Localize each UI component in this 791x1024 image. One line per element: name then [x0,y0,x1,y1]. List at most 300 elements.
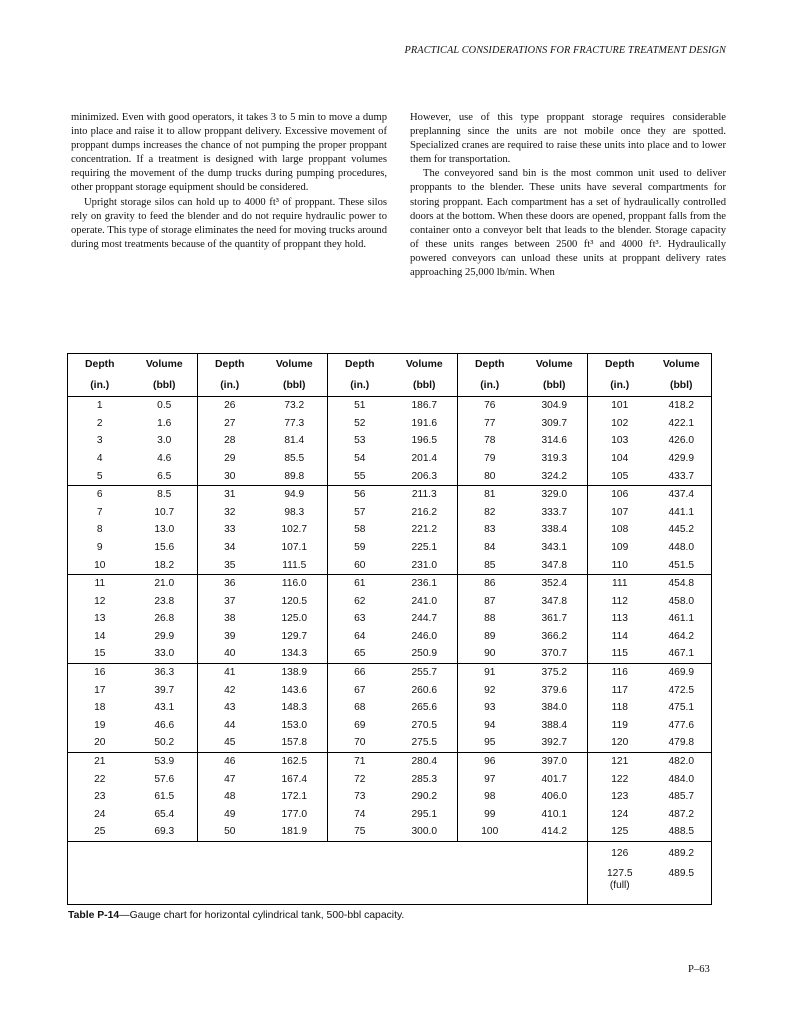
depth-cell: 81 [484,489,496,501]
depth-unit: (in.) [68,375,132,397]
depth-cell: 47 [224,773,236,785]
depth-cell: 90 [458,645,522,663]
volume-cell: 157.8 [262,734,328,752]
table-row [68,485,712,503]
depth-cell: 51 [354,400,366,412]
table-row [68,574,712,592]
depth-cell: 79 [484,453,496,465]
volume-header: Volume [392,354,458,376]
volume-cell: 236.1 [392,574,458,592]
table-row [68,681,712,699]
paragraph: However, use of this type proppant storage requires considerable preplanning since the units are not mobile once they are spotted. Specialized cranes are required to raise these units into place and to lower them for transportation. [410,112,726,166]
depth-cell: 40 [198,645,262,663]
volume-cell: 338.4 [522,521,588,539]
depth-header: Depth [215,359,245,370]
running-header: PRACTICAL CONSIDERATIONS FOR FRACTURE TREATMENT DESIGN [404,45,726,56]
volume-cell: 397.0 [522,752,588,770]
depth-cell: 114 [611,630,628,642]
depth-cell: 75 [328,823,392,841]
depth-cell: 60 [328,556,392,574]
depth-cell: 6 [96,489,103,501]
volume-cell: 206.3 [392,467,458,485]
depth-cell: 91 [484,667,496,679]
table-row [68,663,712,681]
depth-cell: 67 [354,684,366,696]
left-column [71,111,387,252]
volume-cell: 280.4 [392,752,458,770]
depth-cell: 59 [354,541,366,553]
table-row [68,432,712,450]
volume-cell: 89.8 [262,467,328,485]
depth-cell: 93 [484,702,496,714]
depth-cell: 98 [484,791,496,803]
volume-cell: 134.3 [262,645,328,663]
depth-cell: 35 [198,556,262,574]
volume-cell: 50.2 [132,734,198,752]
volume-header: Volume [522,354,588,376]
volume-cell: 314.6 [522,432,588,450]
volume-cell: 384.0 [522,699,588,717]
volume-cell: 467.1 [652,645,712,663]
volume-cell: 191.6 [392,415,458,433]
table-row [68,397,712,415]
volume-cell: 39.7 [132,681,198,699]
volume-cell: 324.2 [522,467,588,485]
volume-cell: 10.7 [132,504,198,522]
volume-cell: 482.0 [652,752,712,770]
volume-unit: (bbl) [132,375,198,397]
volume-cell: 23.8 [132,592,198,610]
depth-cell: 69 [354,719,366,731]
depth-cell: 18 [94,702,106,714]
volume-cell: 304.9 [522,397,588,415]
volume-cell: 489.5 [668,867,694,879]
depth-cell: 20 [68,734,132,752]
volume-cell: 0.5 [132,397,198,415]
depth-cell: 102 [611,417,629,429]
volume-cell: 319.3 [522,450,588,468]
depth-cell: 31 [224,489,236,501]
depth-header: Depth [605,359,635,370]
table-row [68,592,712,610]
table-caption [68,910,404,921]
empty-cell [68,841,588,904]
volume-cell: 414.2 [522,823,588,841]
depth-cell: 125 [588,823,652,841]
volume-cell: 3.0 [132,432,198,450]
volume-cell: 295.1 [392,805,458,823]
depth-cell: 50 [198,823,262,841]
depth-cell: 124 [611,808,629,820]
depth-unit: (in.) [328,375,392,397]
depth-cell: 49 [224,808,236,820]
depth-cell: 80 [458,467,522,485]
volume-cell: 388.4 [522,717,588,735]
depth-cell: 99 [484,808,496,820]
paragraph: minimized. Even with good operators, it takes 3 to 5 min to move a dump into place and raise it to allow proppant delivery. Excessive movement of proppant dumps increases the chance of not pumping the proper proppant concentration. If a treatment is designed with large proppant volumes requiring the movement of the dump trucks during pumping procedures, other proppant storage equipment should be considered. [71,112,387,194]
depth-cell: 66 [354,667,366,679]
depth-cell: 37 [224,595,236,607]
volume-cell: 246.0 [392,628,458,646]
volume-cell: 451.5 [652,556,712,574]
volume-cell: 73.2 [262,397,328,415]
volume-cell: 18.2 [132,556,198,574]
depth-cell: 78 [484,435,496,447]
depth-cell: 36 [224,578,236,590]
depth-cell: 48 [224,791,236,803]
volume-cell: 464.2 [652,628,712,646]
volume-cell: 241.0 [392,592,458,610]
depth-cell: 4 [96,453,103,465]
volume-cell: 94.9 [262,485,328,503]
depth-cell: 82 [484,506,496,518]
volume-cell: 487.2 [652,805,712,823]
volume-cell: 352.4 [522,574,588,592]
depth-cell: 29 [224,453,236,465]
volume-unit: (bbl) [392,375,458,397]
volume-cell: 172.1 [262,788,328,806]
volume-cell: 138.9 [262,663,328,681]
table-row [68,556,712,574]
depth-cell: 10 [68,556,132,574]
depth-header: Depth [85,359,115,370]
volume-cell: 410.1 [522,805,588,823]
depth-unit: (in.) [458,375,522,397]
volume-cell: 484.0 [652,770,712,788]
volume-cell: 8.5 [132,485,198,503]
volume-cell: 260.6 [392,681,458,699]
volume-cell: 1.6 [132,415,198,433]
depth-cell: 28 [224,435,236,447]
depth-cell: 100 [458,823,522,841]
volume-cell: 375.2 [522,663,588,681]
volume-cell: 290.2 [392,788,458,806]
volume-cell: 418.2 [652,397,712,415]
depth-cell: 71 [354,755,366,767]
volume-cell: 13.0 [132,521,198,539]
volume-cell: 225.1 [392,539,458,557]
depth-cell: 110 [588,556,652,574]
volume-cell: 153.0 [262,717,328,735]
volume-cell: 433.7 [652,467,712,485]
depth-cell: 97 [484,773,496,785]
volume-cell: 33.0 [132,645,198,663]
volume-cell: 275.5 [392,734,458,752]
depth-cell: 84 [484,541,496,553]
volume-cell: 46.6 [132,717,198,735]
depth-cell: 121 [611,755,629,767]
depth-cell: 106 [611,489,629,501]
depth-cell: 109 [611,541,629,553]
depth-cell [588,841,652,865]
depth-cell: 122 [611,773,629,785]
depth-cell: 112 [611,595,628,607]
volume-unit: (bbl) [262,375,328,397]
volume-cell: 406.0 [522,788,588,806]
depth-cell: 63 [354,613,366,625]
depth-cell: 57 [354,506,366,518]
volume-cell: 347.8 [522,556,588,574]
paragraph: Upright storage silos can hold up to 4000 ft³ of proppant. These silos rely on gravity to feed the blender and do not require hydraulic power to operate. This type of storage eliminates the need for moving trucks around during most treatments because of the quantity of proppant they hold. [71,196,387,250]
table-row [68,450,712,468]
depth-cell: 32 [224,506,236,518]
depth-cell: 73 [354,791,366,803]
depth-cell: 38 [224,613,236,625]
volume-cell: 329.0 [522,485,588,503]
volume-cell: 309.7 [522,415,588,433]
volume-cell: 270.5 [392,717,458,735]
depth-cell: 103 [611,435,629,447]
volume-cell: 445.2 [652,521,712,539]
depth-cell: 123 [611,791,629,803]
caption-dash: — [119,910,130,921]
table-row [68,504,712,522]
depth-note: (full) [609,879,630,891]
depth-cell: 41 [224,667,236,679]
depth-cell: 92 [484,684,496,696]
depth-cell: 5 [68,467,132,485]
depth-cell: 22 [94,773,106,785]
depth-header: Depth [475,359,505,370]
depth-cell: 89 [484,630,496,642]
depth-cell: 104 [611,453,629,465]
depth-cell: 27 [224,417,236,429]
volume-cell: 4.6 [132,450,198,468]
volume-cell: 98.3 [262,504,328,522]
volume-cell: 285.3 [392,770,458,788]
volume-cell: 250.9 [392,645,458,663]
volume-header: Volume [132,354,198,376]
volume-cell: 129.7 [262,628,328,646]
depth-cell: 7 [96,506,103,518]
volume-cell: 85.5 [262,450,328,468]
depth-cell: 58 [354,524,366,536]
volume-cell: 53.9 [132,752,198,770]
volume-unit: (bbl) [652,375,712,397]
depth-cell: 86 [484,578,496,590]
depth-cell: 70 [328,734,392,752]
table-row [68,467,712,485]
depth-cell: 26 [224,400,236,412]
volume-header: Volume [262,354,328,376]
depth-cell: 12 [94,595,106,607]
volume-cell: 422.1 [652,415,712,433]
volume-cell: 77.3 [262,415,328,433]
volume-cell: 181.9 [262,823,328,841]
volume-cell: 333.7 [522,504,588,522]
table-row [68,717,712,735]
depth-cell: 19 [94,719,106,731]
volume-cell: 116.0 [262,574,328,592]
depth-header: Depth [345,359,375,370]
gauge-chart-table [67,353,712,905]
depth-cell: 33 [224,524,236,536]
volume-cell: 65.4 [132,805,198,823]
volume-cell: 211.3 [392,485,458,503]
volume-cell: 489.2 [668,847,694,859]
volume-cell: 21.0 [132,574,198,592]
table-row [68,770,712,788]
volume-cell: 437.4 [652,485,712,503]
volume-cell: 6.5 [132,467,198,485]
depth-cell: 30 [198,467,262,485]
depth-cell: 118 [611,702,628,714]
volume-cell: 392.7 [522,734,588,752]
volume-cell: 477.6 [652,717,712,735]
volume-cell: 300.0 [392,823,458,841]
volume-cell: 26.8 [132,610,198,628]
volume-cell: 361.7 [522,610,588,628]
depth-cell: 85 [458,556,522,574]
table-row [68,628,712,646]
volume-cell: 469.9 [652,663,712,681]
depth-cell: 44 [224,719,236,731]
depth-cell: 94 [484,719,496,731]
volume-cell: 36.3 [132,663,198,681]
volume-cell: 379.6 [522,681,588,699]
volume-cell: 454.8 [652,574,712,592]
depth-cell: 45 [198,734,262,752]
volume-cell: 143.6 [262,681,328,699]
volume-cell: 81.4 [262,432,328,450]
volume-cell: 162.5 [262,752,328,770]
depth-cell: 95 [458,734,522,752]
depth-cell: 14 [94,630,106,642]
volume-cell: 125.0 [262,610,328,628]
depth-cell: 23 [94,791,106,803]
volume-cell: 186.7 [392,397,458,415]
volume-cell: 366.2 [522,628,588,646]
depth-cell: 55 [328,467,392,485]
volume-cell: 69.3 [132,823,198,841]
right-column [410,111,726,280]
depth-cell: 87 [484,595,496,607]
volume-cell: 461.1 [652,610,712,628]
volume-cell: 426.0 [652,432,712,450]
depth-value: 127.5 [607,867,633,879]
table-row [68,521,712,539]
table-row [68,805,712,823]
table-row [68,415,712,433]
table-row [68,823,712,841]
depth-cell: 8 [96,524,103,536]
volume-cell: 448.0 [652,539,712,557]
table-row [68,752,712,770]
depth-cell: 96 [484,755,496,767]
volume-cell: 196.5 [392,432,458,450]
volume-cell: 221.2 [392,521,458,539]
depth-cell: 21 [94,755,106,767]
volume-cell: 429.9 [652,450,712,468]
depth-cell: 43 [224,702,236,714]
table-row [68,841,712,865]
depth-cell: 72 [354,773,366,785]
depth-cell: 74 [354,808,366,820]
depth-cell: 46 [224,755,236,767]
depth-cell: 83 [484,524,496,536]
depth-cell: 2 [96,417,103,429]
depth-cell: 64 [354,630,366,642]
table-row [68,788,712,806]
depth-cell: 117 [611,684,628,696]
table-row [68,645,712,663]
depth-cell: 3 [96,435,103,447]
depth-cell: 9 [96,541,103,553]
depth-cell: 68 [354,702,366,714]
caption-label: Table P-14 [68,910,120,921]
volume-cell: 343.1 [522,539,588,557]
depth-cell: 13 [94,613,106,625]
volume-cell: 111.5 [262,556,328,574]
volume-cell: 177.0 [262,805,328,823]
volume-cell: 458.0 [652,592,712,610]
depth-cell: 88 [484,613,496,625]
table-row [68,539,712,557]
depth-cell: 108 [611,524,629,536]
depth-cell: 1 [96,400,103,412]
depth-cell: 101 [611,400,629,412]
volume-cell: 347.8 [522,592,588,610]
volume-cell: 255.7 [392,663,458,681]
volume-cell: 441.1 [652,504,712,522]
depth-cell: 15 [68,645,132,663]
depth-cell: 25 [68,823,132,841]
volume-cell: 148.3 [262,699,328,717]
depth-cell: 76 [484,400,496,412]
depth-cell: 16 [94,667,106,679]
depth-cell: 54 [354,453,366,465]
volume-cell: 244.7 [392,610,458,628]
depth-cell: 61 [354,578,366,590]
volume-cell: 29.9 [132,628,198,646]
depth-cell: 111 [612,578,628,590]
volume-cell: 43.1 [132,699,198,717]
volume-cell: 167.4 [262,770,328,788]
depth-cell: 52 [354,417,366,429]
volume-cell: 201.4 [392,450,458,468]
depth-cell: 120 [588,734,652,752]
depth-cell: 56 [354,489,366,501]
volume-cell: 231.0 [392,556,458,574]
depth-cell: 62 [354,595,366,607]
volume-cell: 401.7 [522,770,588,788]
volume-cell: 216.2 [392,504,458,522]
depth-unit: (in.) [588,375,652,397]
volume-unit: (bbl) [522,375,588,397]
paragraph: The conveyored sand bin is the most common unit used to deliver proppants to the blender. These units have several compartments for storing proppant. Each compartment has a set of hydraulically controlled doors at the bottom. When these doors are opened, proppant falls from the container onto a conveyor belt that leads to the blender. Storage capacity of these units ranges between 2500 ft³ and 4000 ft³. Hydraulically powered conveyors can unload these units at proppant delivery rates approaching 25,000 lb/min. When [410,168,726,279]
volume-cell: 15.6 [132,539,198,557]
volume-cell: 475.1 [652,699,712,717]
depth-cell: 39 [224,630,236,642]
volume-cell: 472.5 [652,681,712,699]
table-row [68,699,712,717]
depth-cell: 65 [328,645,392,663]
volume-cell: 370.7 [522,645,588,663]
depth-cell: 17 [94,684,106,696]
volume-cell: 488.5 [652,823,712,841]
volume-cell: 265.6 [392,699,458,717]
depth-cell [588,865,652,905]
depth-cell: 107 [611,506,629,518]
page-number: P–63 [688,964,710,975]
volume-cell: 107.1 [262,539,328,557]
depth-cell: 119 [611,719,628,731]
volume-cell: 57.6 [132,770,198,788]
table-row [68,734,712,752]
depth-cell: 116 [611,667,628,679]
depth-cell: 115 [588,645,652,663]
depth-cell: 105 [588,467,652,485]
